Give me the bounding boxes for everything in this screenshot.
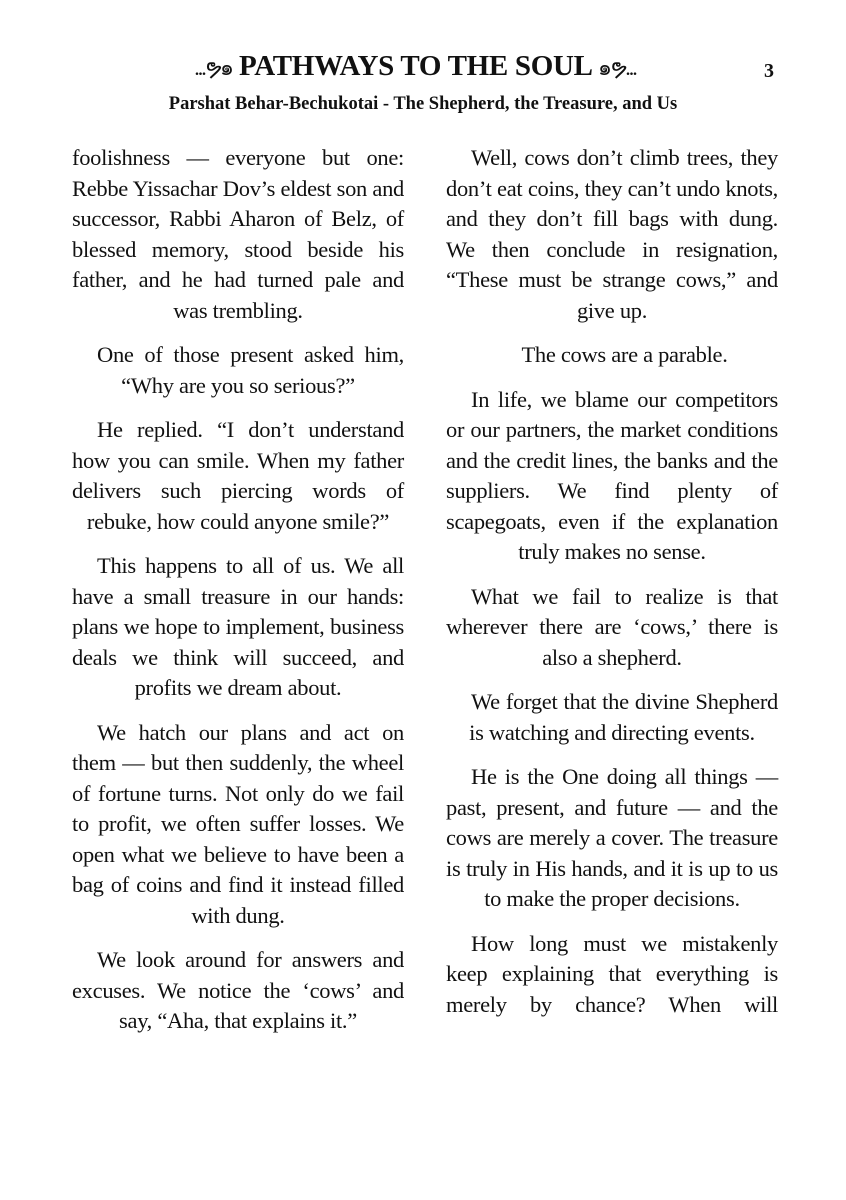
paragraph: The cows are a parable. xyxy=(521,342,728,367)
paragraph: We look around for answers and excuses. We notice the ‘cows’ and say, “Aha, that explains it.” xyxy=(72,947,404,1033)
paragraph: He is the One doing all things — past, present, and future — and the cows are merely a cover. The treasure is truly in His hands, and it is up to us to make the proper decisions. xyxy=(446,764,778,911)
paragraph: He replied. “I don’t understand how you can smile. When my father delivers such piercing words of rebuke, how could anyone smile?” xyxy=(72,417,404,534)
paragraph: This happens to all of us. We all have a small treasure in our hands: plans we hope to implement, business deals we think will succeed, and profits we dream about. xyxy=(72,553,404,700)
right-column xyxy=(446,143,778,1034)
paragraph: What we fail to realize is that wherever there are ‘cows,’ there is also a shepherd. xyxy=(446,583,778,670)
page-header-title xyxy=(130,50,700,85)
ornament-right-icon: ๑ຯ... xyxy=(598,55,636,80)
book-title: PATHWAYS TO THE SOUL xyxy=(238,50,592,82)
paragraph: One of those present asked him, “Why are you so serious?” xyxy=(97,342,404,398)
paragraph: In life, we blame our competitors or our partners, the market conditions and the credit lines, the banks and the suppliers. We find plenty of scapegoats, even if the explanation truly makes no sense. xyxy=(446,386,778,564)
paragraph: We forget that the divine Shepherd is watching and directing events. xyxy=(469,689,778,745)
left-column xyxy=(72,143,404,1051)
paragraph: We hatch our plans and act on them — but then suddenly, the wheel of fortune turns. Not only do we fail to profit, we often suffer losses. We open what we believe to have been a bag of coins and find it instead filled with dung. xyxy=(72,719,404,928)
chapter-subtitle: Parshat Behar-Bechukotai - The Shepherd, the Treasure, and Us xyxy=(168,94,678,114)
ornament-left-icon: ...ຯ๑ xyxy=(194,55,232,80)
paragraph: How long must we mistakenly keep explaining that everything is merely by chance? When will xyxy=(446,930,778,1017)
paragraph: Well, cows don’t climb trees, they don’t eat coins, they can’t undo knots, and they don’t fill bags with dung. We then conclude in resignation, “These must be strange cows,” and give up. xyxy=(446,145,778,323)
page-number: 3 xyxy=(764,60,774,82)
paragraph: foolishness — everyone but one: Rebbe Yissachar Dov’s eldest son and successor, Rabbi Aharon of Belz, of blessed memory, stood beside his father, and he had turned pale and was trembling. xyxy=(72,145,404,323)
